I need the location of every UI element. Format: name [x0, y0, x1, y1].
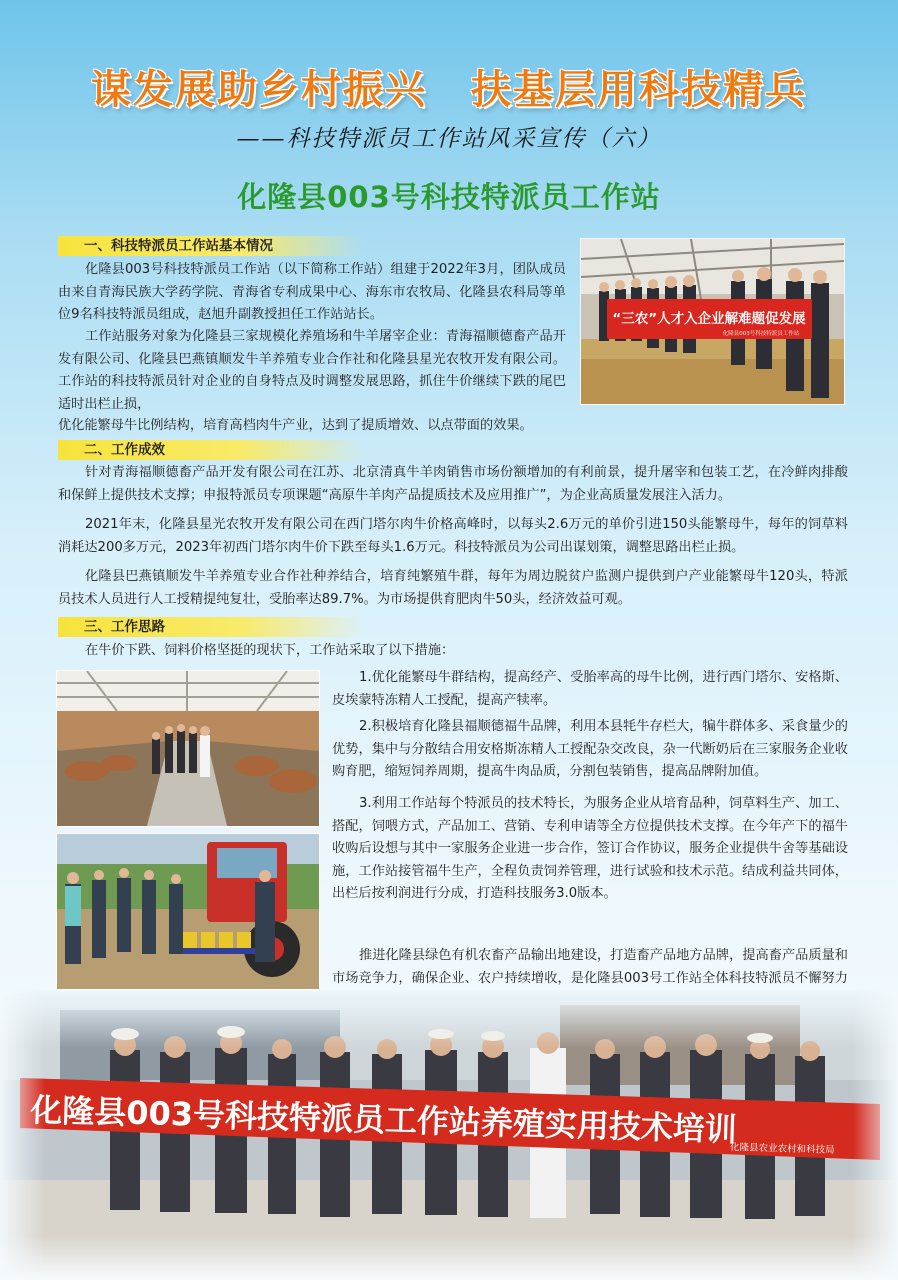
- section3-measure-1: 1.优化能繁母牛群结构，提高经产、受胎率高的母牛比例，进行西门塔尔、安格斯、皮埃蒙特冻精人工授配，提高产犊率。: [332, 670, 848, 708]
- section2-paragraph-2: 2021年末，化隆县星光农牧开发有限公司在西门塔尔肉牛价格高峰时，以每头2.6万元的单价引进150头能繁母牛，每年的饲草料消耗达200多万元，2023年初西门塔尔肉牛价下跌至每头1.6万元。科技特派员为公司出谋划策，调整思路出栏止损。: [58, 517, 848, 555]
- section1-paragraph-1: 化隆县003号科技特派员工作站（以下简称工作站）组建于2022年3月，团队成员由来自青海民族大学药学院、青海省专利成果中心、海东市农牧局、化隆县农科局等单位9名科技特派员组成，赵旭升副教授担任工作站站长。: [58, 262, 566, 322]
- photo-tractor-field: [56, 833, 320, 990]
- subtitle: ——科技特派员工作站风采宣传（六）: [236, 126, 662, 152]
- section1-paragraph-2b: 优化能繁母牛比例结构，培育高档肉牛产业，达到了提质增效、以点带面的效果。: [58, 418, 533, 433]
- section3-measure-2: 2.积极培育化隆县福顺德福牛品牌，利用本县牦牛存栏大，犏牛群体多、采食量少的优势，集中与分散结合用安格斯冻精人工授配杂交改良，杂一代断奶后在三家服务企业收购育肥，缩短饲养周期，提高牛肉品质，分割包装销售，提高品牌附加值。: [332, 719, 848, 779]
- station-title: 化隆县003号科技特派员工作站: [237, 180, 661, 214]
- section3-heading: 三、工作思路: [58, 617, 364, 637]
- section1-paragraph-2a: 工作站服务对象为化隆县三家规模化养殖场和牛羊屠宰企业：青海福顺德畜产品开发有限公司、化隆县巴燕镇顺发牛羊养殖专业合作社和化隆县星光农牧开发有限公司。工作站的科技特派员针对企业的自身特点及时调整发展思路，抓住牛价继续下跌的尾巴适时出栏止损，: [58, 329, 566, 412]
- photo1-banner-text: “三农”人才入企业解难题促发展: [612, 311, 806, 327]
- section3-measure-3: 3.利用工作站每个特派员的技术特长，为服务企业从培育品种，饲草料生产、加工、搭配，饲喂方式，产品加工、营销、专利申请等全方位提供技术支撑。在今年产下的福牛收购后设想与其中一家服务企业进一步合作，签订合作协议，服务企业提供牛舍等基础设施，工作站接管福牛生产，全程负责饲养管理，进行试验和技术示范。结成利益共同体，出栏后按利润进行分成，打造科技服务3.0版本。: [332, 796, 848, 901]
- section3-intro: 在牛价下跌、饲料价格坚挺的现状下，工作站采取了以下措施：: [85, 643, 455, 658]
- photo-barn-group: [580, 238, 845, 405]
- section3-measure-4: 推进化隆县绿色有机农畜产品输出地建设，打造畜产品地方品牌，提高畜产品质量和市场竞争力，确保企业、农户持续增收，是化隆县003号工作站全体科技特派员不懈努力: [332, 948, 848, 986]
- photo-cattle-barn: [56, 670, 320, 827]
- main-title-left: 谋发展助乡村振兴: [91, 66, 427, 113]
- section2-heading: 二、工作成效: [58, 440, 364, 460]
- photo1-banner-subtext: 化隆县003号科技特派员工作站: [722, 331, 800, 337]
- section1-heading: 一、科技特派员工作站基本情况: [58, 236, 364, 256]
- main-title: [0, 58, 898, 115]
- section2-paragraph-1: 针对青海福顺德畜产品开发有限公司在江苏、北京清真牛羊肉销售市场份额增加的有利前景，提升屠宰和包装工艺，在冷鲜肉排酸和保鲜上提供技术支撑；申报特派员专项课题“高原牛羊肉产品提质技术及应用推广”，为企业高质量发展注入活力。: [58, 465, 848, 503]
- main-title-right: 扶基层用科技精兵: [471, 66, 807, 113]
- photo-training-group: [0, 990, 898, 1280]
- section2-paragraph-3: 化隆县巴燕镇顺发牛羊养殖专业合作社种养结合，培育纯繁殖牛群，每年为周边脱贫户监测户提供到户产业能繁母牛120头，特派员技术人员进行人工授精提纯复壮，受胎率达89.7%。为市场提供育肥肉牛50头，经济效益可观。: [58, 569, 848, 607]
